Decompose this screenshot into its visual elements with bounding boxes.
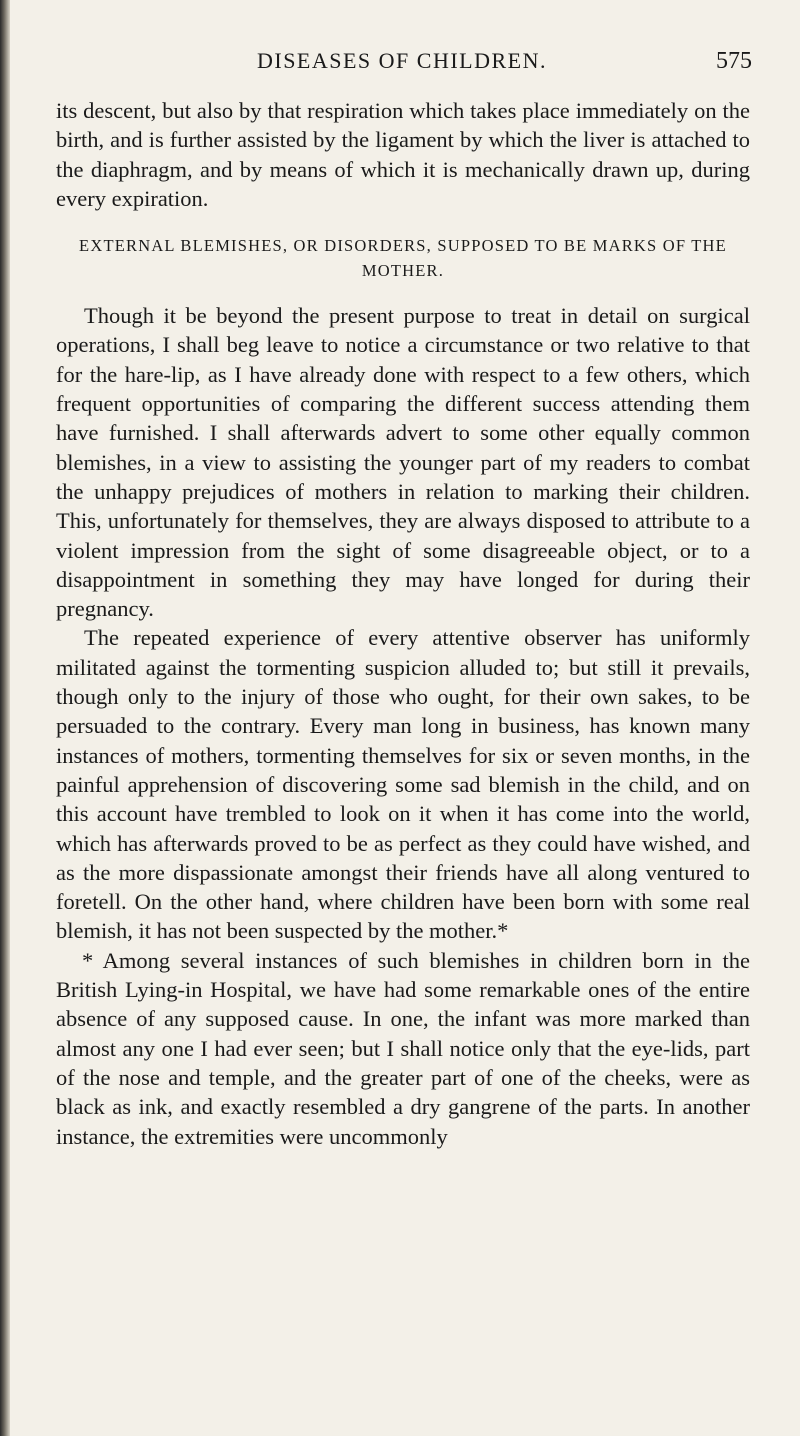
paragraph-continuation: its descent, but also by that respiration which takes place immediately on the birth, and is further assisted by the ligament by which the liver is attached to the diaphragm, and by means of which it is mechanically drawn up, during every expiration. — [56, 98, 750, 211]
running-title: DISEASES OF CHILDREN. — [256, 48, 548, 73]
footnote: * Among several instances of such blemishes in children born in the British Lying-in Hospital, we have had some remarkable ones of the entire absence of any supposed cause. In one, the infant was more marked than almost any one I had ever seen; but I shall notice only that the eye-lids, part of the nose and temple, and the greater part of one of the cheeks, were as black as ink, and exactly resembled a dry gangrene of the parts. In another instance, the extremities were uncommonly — [56, 947, 750, 1149]
paragraph-hare-lip: Though it be beyond the present purpose to treat in detail on surgical operations, I shall beg leave to notice a circumstance or two relative to that for the hare-lip, as I have already done with respect to a few others, which frequent opportunities of comparing the different success attending them have furnished. I shall afterwards advert to some other equally common blemishes, in a view to assisting the younger part of my readers to combat the unhappy prejudices of mothers in relation to marking their children. This, unfortunately for themselves, they are always disposed to attribute to a violent impression from the sight of some disagreeable object, or to a disappointment in something they may have longed for during their pregnancy. — [56, 303, 750, 622]
binding-edge — [0, 0, 10, 1436]
page-number: 575 — [716, 48, 752, 74]
body-text — [56, 96, 750, 1151]
section-heading: EXTERNAL BLEMISHES, OR DISORDERS, SUPPOSED TO BE MARKS OF THE MOTHER. — [79, 236, 727, 281]
running-head — [52, 48, 752, 84]
paragraph-experience: The repeated experience of every attentive observer has uniformly militated against the tormenting suspicion alluded to; but still it prevails, though only to the injury of those who ought, for their own sakes, to be persuaded to the contrary. Every man long in business, has known many instances of mothers, tormenting themselves for six or seven months, in the painful apprehension of discovering some sad blemish in the child, and on this account have trembled to look on it when it has come into the world, which has afterwards proved to be as perfect as they could have wished, and as the more dispassionate amongst their friends have all along ventured to foretell. On the other hand, where children have been born with some real blemish, it has not been suspected by the mother.* — [56, 625, 750, 944]
